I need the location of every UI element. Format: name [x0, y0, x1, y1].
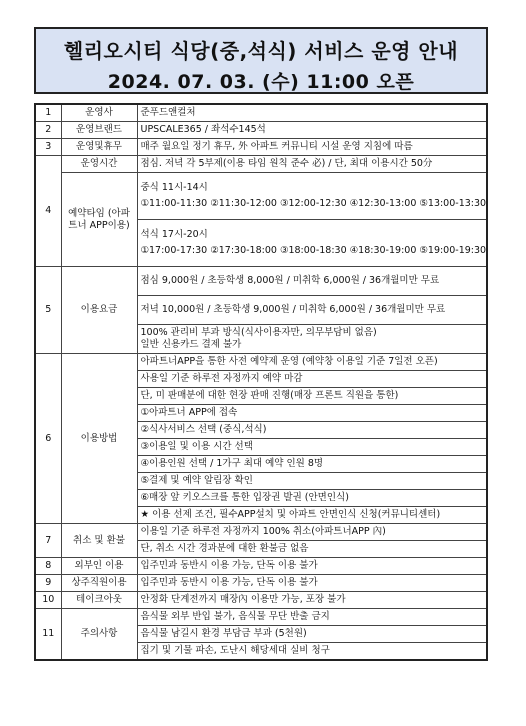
- row-category: 상주직원이용: [61, 575, 137, 592]
- row-number: 8: [35, 558, 61, 575]
- fee-notes: [137, 325, 487, 354]
- title-box: [34, 27, 488, 94]
- table-row: [35, 609, 487, 626]
- usage-step: 사용일 기준 하루전 자정까지 예약 마감: [137, 371, 487, 388]
- lunch-slots: [137, 173, 487, 220]
- row-number: 4: [35, 156, 61, 267]
- caution-item: 집기 및 기물 파손, 도난시 해당세대 실비 청구: [137, 643, 487, 661]
- row-category: 운영사: [61, 104, 137, 122]
- row-value: 매주 월요일 정기 휴무, 外 아파트 커뮤니티 시설 운영 지침에 따름: [137, 139, 487, 156]
- table-row: [35, 122, 487, 139]
- fee-note: 일반 신용카드 결제 불가: [140, 339, 242, 350]
- dinner-fee: 저녁 10,000원 / 초등학생 9,000원 / 미취학 6,000원 / 36개월미만 무료: [137, 296, 487, 325]
- table-row: [35, 104, 487, 122]
- caution-item: 음식물 남길시 환경 부담금 부과 (5천원): [137, 626, 487, 643]
- usage-step: ②식사서비스 선택 (중식,석식): [137, 422, 487, 439]
- usage-step: ★ 이용 선제 조건, 필수APP설치 및 아파트 안면인식 신청(커뮤니티센터): [137, 507, 487, 524]
- lunch-times: ①11:00-11:30 ②11:30-12:00 ③12:00-12:30 ④12:30-13:00 ⑤13:00-13:30: [140, 198, 487, 209]
- table-row: [35, 524, 487, 541]
- table-row: [35, 173, 487, 220]
- lunch-fee: 점심 9,000원 / 초등학생 8,000원 / 미취학 6,000원 / 36개월미만 무료: [137, 267, 487, 296]
- row-category: 이용방법: [61, 354, 137, 524]
- row-category: 외부인 이용: [61, 558, 137, 575]
- fee-note: 100% 관리비 부과 방식(식사이용자만, 의무부담비 없음): [140, 327, 377, 338]
- usage-step: 단, 미 판매분에 대한 현장 판매 진행(매장 프론트 직원을 통한): [137, 388, 487, 405]
- table-row: [35, 156, 487, 173]
- row-number: 10: [35, 592, 61, 609]
- table-row: [35, 592, 487, 609]
- row-number: 9: [35, 575, 61, 592]
- usage-step: ③이용일 및 이용 시간 선택: [137, 439, 487, 456]
- row-number: 3: [35, 139, 61, 156]
- row-number: 6: [35, 354, 61, 524]
- dinner-times: ①17:00-17:30 ②17:30-18:00 ③18:00-18:30 ④18:30-19:00 ⑤19:00-19:30: [140, 245, 487, 256]
- table-row: [35, 354, 487, 371]
- row-number: 5: [35, 267, 61, 354]
- row-value: 입주민과 동반시 이용 가능, 단독 이용 불가: [137, 558, 487, 575]
- table-row: [35, 575, 487, 592]
- usage-step: ①아파트너 APP에 접속: [137, 405, 487, 422]
- row-number: 11: [35, 609, 61, 661]
- row-category: 취소 및 환불: [61, 524, 137, 558]
- row-number: 2: [35, 122, 61, 139]
- operating-hours: 점심. 저녁 각 5부제(이용 타임 원칙 준수 必) / 단, 최대 이용시간 50分: [137, 156, 487, 173]
- row-number: 7: [35, 524, 61, 558]
- open-date: 2024. 07. 03. (수) 11:00 오픈: [107, 71, 415, 93]
- table-row: [35, 558, 487, 575]
- row-value: 입주민과 동반시 이용 가능, 단독 이용 불가: [137, 575, 487, 592]
- usage-step: ⑤결제 및 예약 알림장 확인: [137, 473, 487, 490]
- usage-step: 아파트너APP을 통한 사전 예약제 운영 (예약창 이용일 기준 7일전 오픈): [137, 354, 487, 371]
- caution-item: 음식물 외부 반입 불가, 음식물 무단 반출 금지: [137, 609, 487, 626]
- row-category: 주의사항: [61, 609, 137, 661]
- service-info-table: [34, 103, 488, 661]
- refund-rule: 이용일 기준 하루전 자정까지 100% 취소(아파트너APP 內): [137, 524, 487, 541]
- row-number: 1: [35, 104, 61, 122]
- row-category: 예약타임 (아파트너 APP이용): [61, 173, 137, 267]
- table-row: [35, 267, 487, 296]
- table-row: [35, 139, 487, 156]
- row-category: 운영시간: [61, 156, 137, 173]
- row-category: 이용요금: [61, 267, 137, 354]
- usage-step: ⑥매장 앞 키오스크를 통한 입장권 발권 (안면인식): [137, 490, 487, 507]
- dinner-slots: [137, 220, 487, 267]
- row-category: 테이크아웃: [61, 592, 137, 609]
- row-value: 준푸드앤컬처: [137, 104, 487, 122]
- refund-rule: 단, 취소 시간 경과분에 대한 환불금 없음: [137, 541, 487, 558]
- dinner-title: 석식 17시-20시: [140, 229, 208, 240]
- row-category: 운영및휴무: [61, 139, 137, 156]
- row-value: 안정화 단계전까지 매장內 이용만 가능, 포장 불가: [137, 592, 487, 609]
- row-value: UPSCALE365 / 좌석수145석: [137, 122, 487, 139]
- row-category: 운영브랜드: [61, 122, 137, 139]
- notice-title: 헬리오시티 식당(중,석식) 서비스 운영 안내: [63, 39, 459, 63]
- usage-step: ④이용인원 선택 / 1가구 최대 예약 인원 8명: [137, 456, 487, 473]
- lunch-title: 중식 11시-14시: [140, 182, 208, 193]
